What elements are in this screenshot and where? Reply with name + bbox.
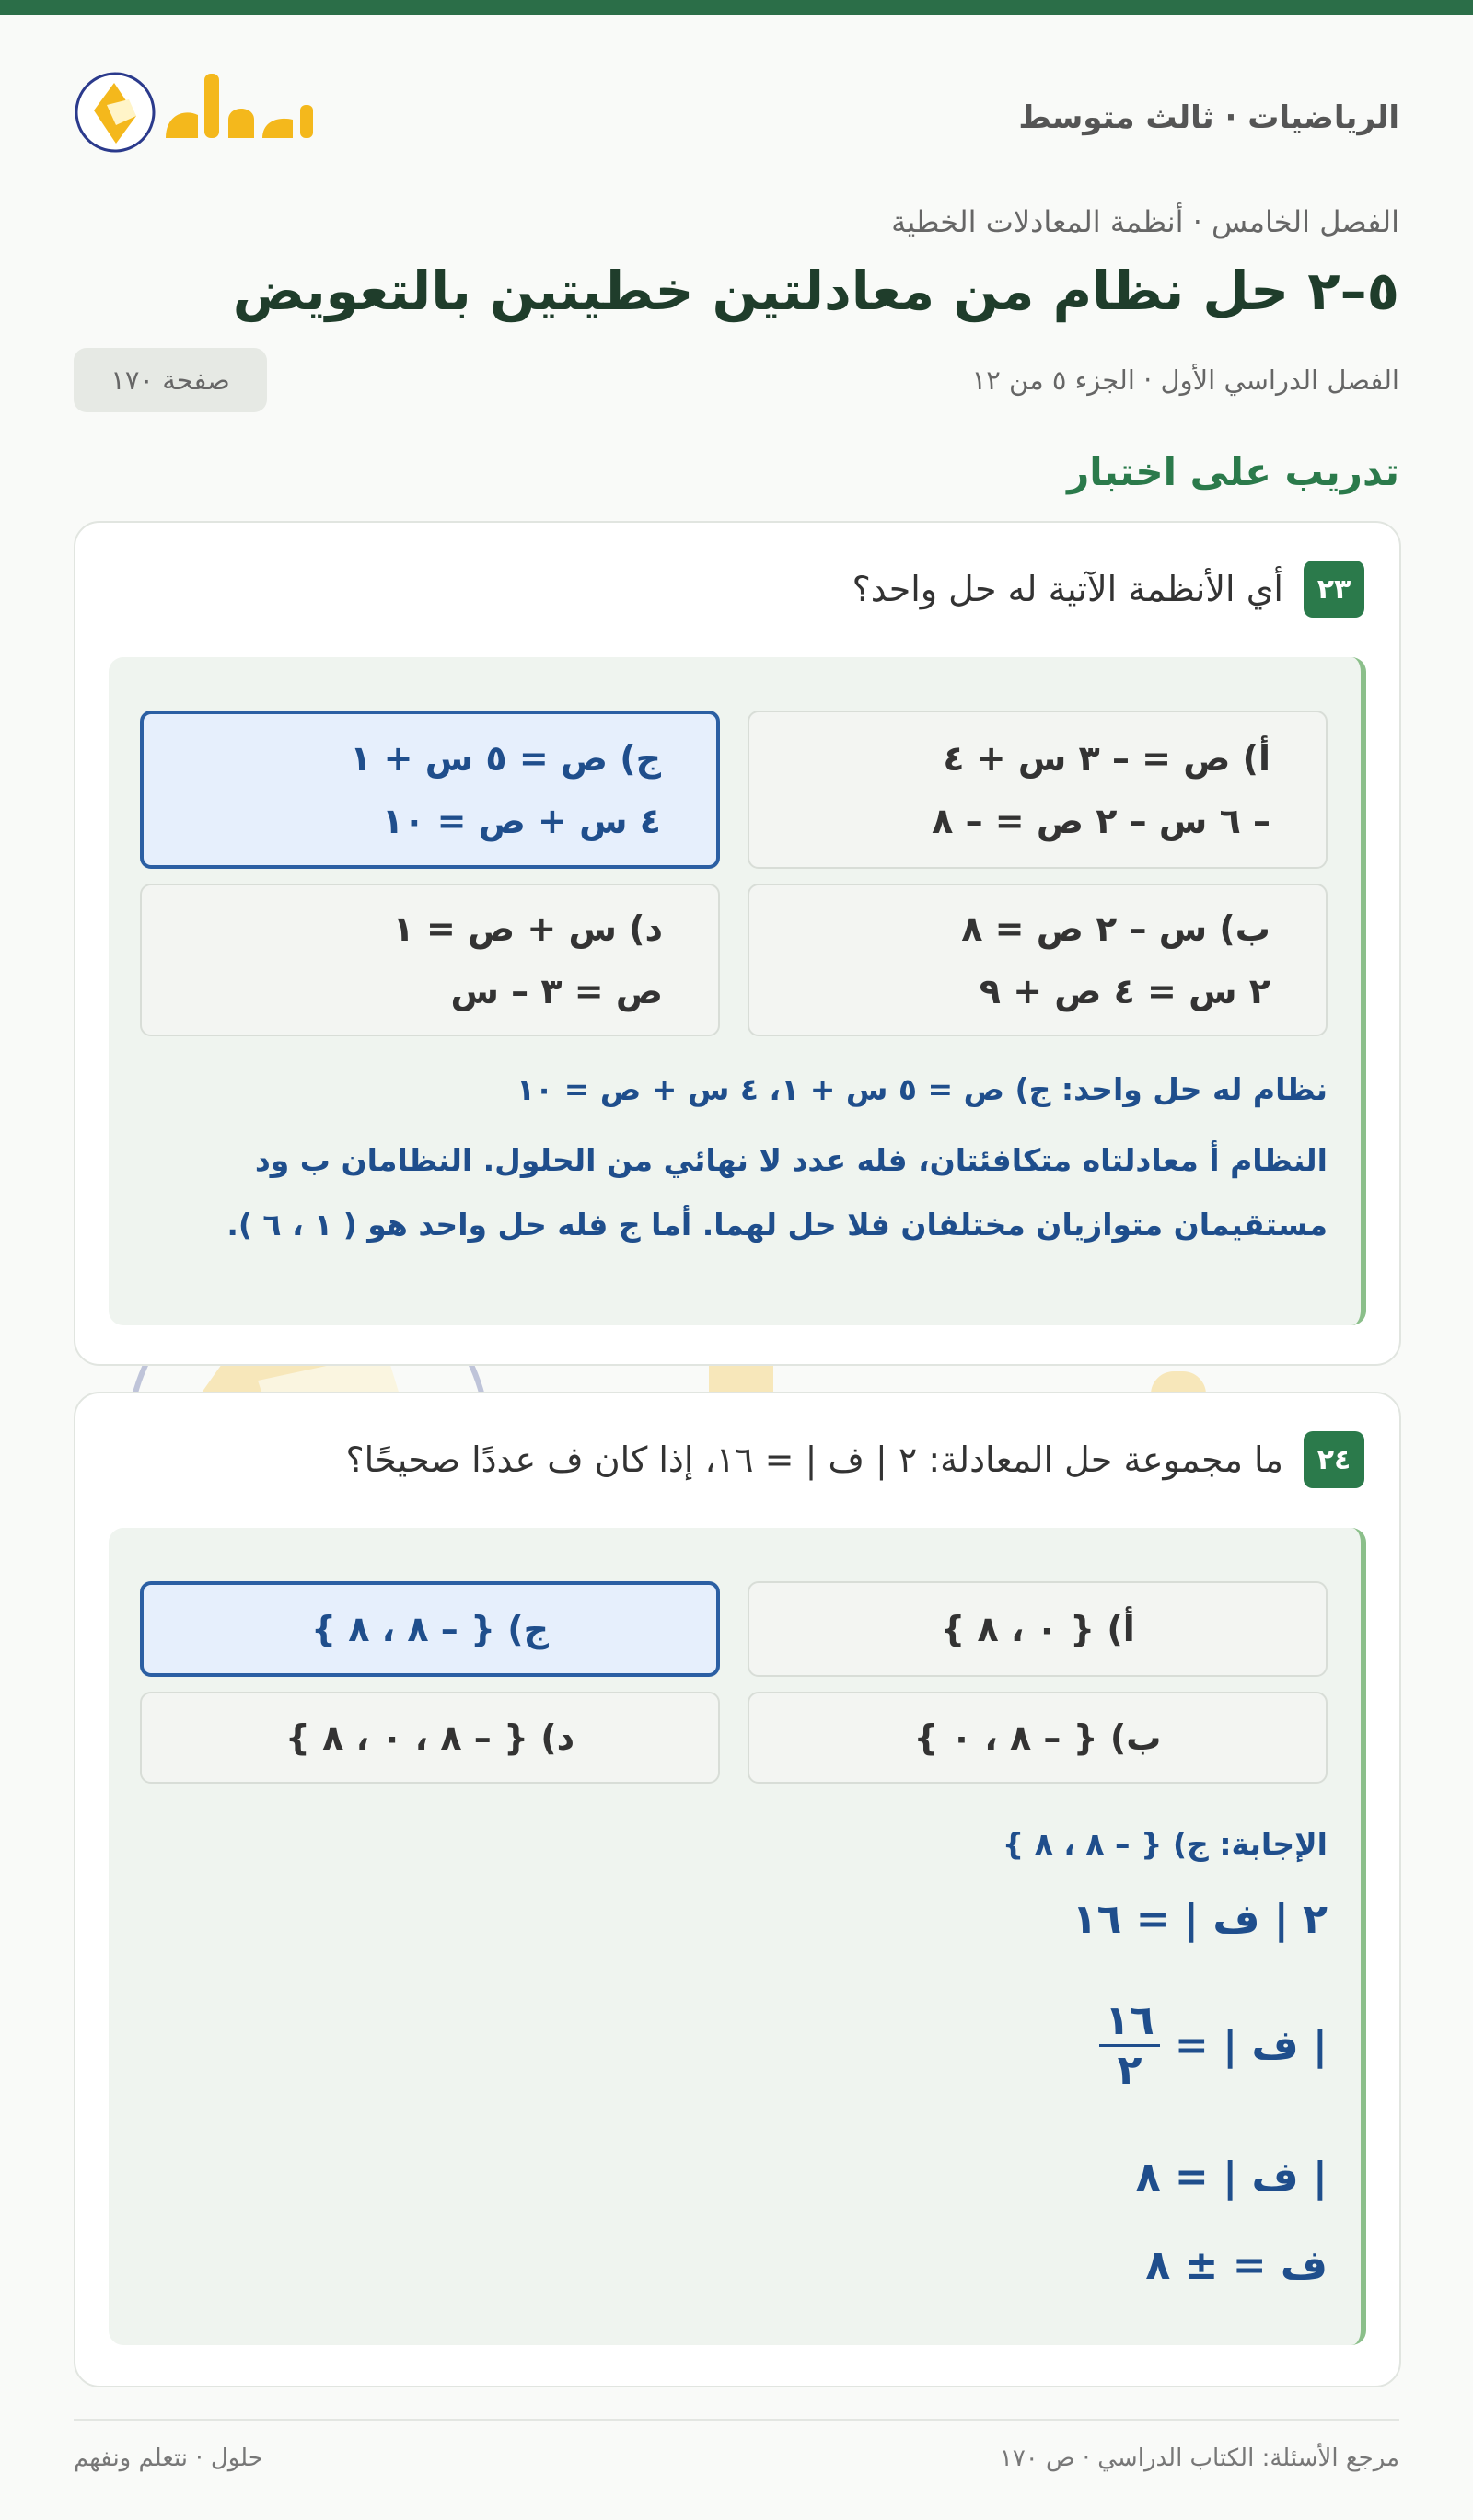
footer-reference: مرجع الأسئلة: الكتاب الدراسي · ص ١٧٠ bbox=[999, 2445, 1399, 2472]
subject-label: الرياضيات · ثالث متوسط bbox=[1018, 99, 1399, 136]
option-d[interactable] bbox=[140, 884, 720, 1036]
question-text: أي الأنظمة الآتية له حل واحد؟ bbox=[852, 569, 1283, 609]
option-b-text: ب) { – ٨ ، ٠ } bbox=[913, 1717, 1162, 1758]
lesson-title: ٥–٢ حل نظام من معادلتين خطيتين بالتعويض bbox=[232, 260, 1399, 322]
top-accent-bar bbox=[0, 0, 1473, 15]
answer-statement: الإجابة: ج) { – ٨ ، ٨ } bbox=[1002, 1826, 1328, 1862]
option-b-line2: ٢ س = ٤ ص + ٩ bbox=[979, 971, 1270, 1011]
option-c-selected[interactable] bbox=[140, 711, 720, 869]
question-number-badge: ٢٣ bbox=[1304, 561, 1364, 618]
footer-divider bbox=[74, 2419, 1399, 2421]
footer-brand: حلول · نتعلم ونفهم bbox=[74, 2445, 263, 2472]
option-a[interactable] bbox=[748, 711, 1328, 869]
term-label: الفصل الدراسي الأول · الجزء ٥ من ١٢ bbox=[971, 364, 1399, 396]
page-number-badge: صفحة ١٧٠ bbox=[74, 348, 267, 412]
question-card-23 bbox=[74, 521, 1401, 1366]
answer-panel bbox=[109, 1528, 1366, 2345]
fraction bbox=[1099, 1997, 1160, 2094]
section-title: تدريب على اختبار bbox=[1067, 449, 1399, 494]
question-number-badge: ٢٤ bbox=[1304, 1431, 1364, 1488]
hulul-logo[interactable] bbox=[74, 64, 331, 156]
option-b[interactable] bbox=[748, 1692, 1328, 1784]
option-a-text: أ) { ٠ ، ٨ } bbox=[940, 1609, 1135, 1649]
option-d-text: د) { – ٨ ، ٠ ، ٨ } bbox=[284, 1717, 575, 1758]
question-card-24 bbox=[74, 1392, 1401, 2387]
option-a-line1: أ) ص = – ٣ س + ٤ bbox=[943, 738, 1270, 779]
answer-explanation: النظام أ معادلتاه متكافئتان، فله عدد لا نهائي من الحلول. النظامان ب ود مستقيمان متوازيان مختلفان فلا حل لهما. أما ج فله حل واحد هو ( ١ ، ٦ ). bbox=[226, 1142, 1328, 1243]
chapter-label: الفصل الخامس · أنظمة المعادلات الخطية bbox=[891, 204, 1399, 239]
option-a[interactable] bbox=[748, 1581, 1328, 1677]
fraction-numerator: ١٦ bbox=[1099, 1997, 1160, 2047]
step-2-left: | ف | = bbox=[1174, 2022, 1328, 2069]
option-d[interactable] bbox=[140, 1692, 720, 1784]
fraction-denominator: ٢ bbox=[1117, 2047, 1142, 2094]
option-a-line2: – ٦ س – ٢ ص = – ٨ bbox=[932, 801, 1270, 841]
option-b[interactable] bbox=[748, 884, 1328, 1036]
answer-statement: نظام له حل واحد: ج) ص = ٥ س + ١، ٤ س + ص = ١٠ bbox=[516, 1071, 1328, 1107]
question-header bbox=[852, 560, 1364, 618]
question-text: ما مجموعة حل المعادلة: ٢ | ف | = ١٦، إذا كان ف عددًا صحيحًا؟ bbox=[345, 1439, 1283, 1480]
option-c-text: ج) { – ٨ ، ٨ } bbox=[310, 1609, 550, 1649]
solution-step-2 bbox=[1099, 1997, 1328, 2094]
option-c-line2: ٤ س + ص = ١٠ bbox=[382, 801, 661, 841]
option-d-line1: د) س + ص = ١ bbox=[392, 908, 663, 949]
option-d-line2: ص = ٣ – س bbox=[450, 971, 663, 1011]
option-b-line1: ب) س – ٢ ص = ٨ bbox=[961, 908, 1270, 949]
page-header bbox=[74, 55, 1399, 175]
answer-panel bbox=[109, 657, 1366, 1325]
solution-step-1: ٢ | ف | = ١٦ bbox=[1072, 1896, 1328, 1943]
solution-step-3: | ف | = ٨ bbox=[1135, 2154, 1328, 2201]
option-c-line1: ج) ص = ٥ س + ١ bbox=[350, 738, 661, 779]
question-header bbox=[345, 1430, 1364, 1489]
option-c-selected[interactable] bbox=[140, 1581, 720, 1677]
solution-step-4: ف = ± ٨ bbox=[1145, 2242, 1328, 2289]
